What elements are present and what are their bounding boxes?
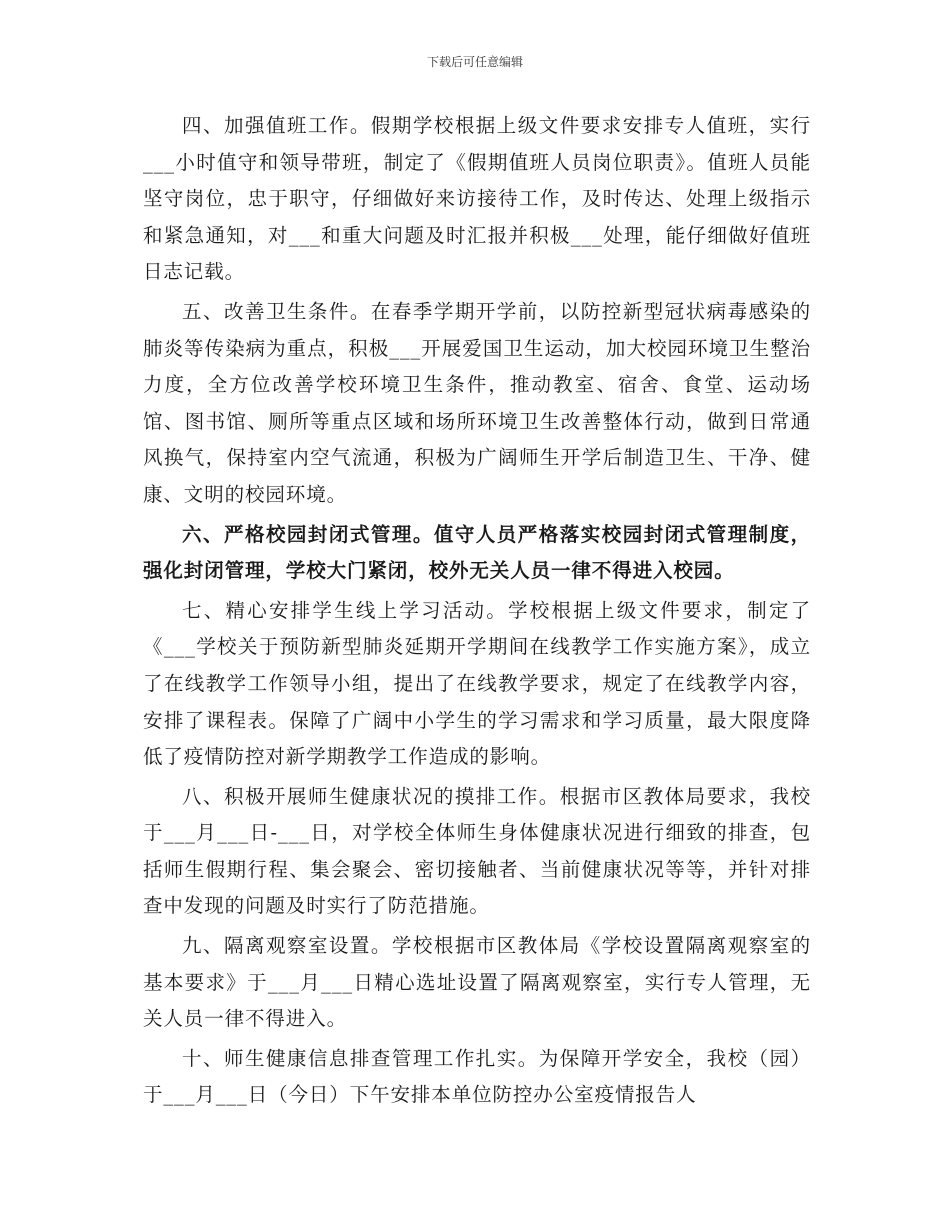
paragraph-closed-management: 六、严格校园封闭式管理。值守人员严格落实校园封闭式管理制度，强化封闭管理，学校大门紧闭，校外无关人员一律不得进入校园。 bbox=[143, 522, 811, 583]
paragraph-health-info: 十、师生健康信息排查管理工作扎实。为保障开学安全，我校（园）于___月___日（今日）下午安排本单位防控办公室疫情报告人 bbox=[143, 1046, 811, 1107]
paragraph-sanitation: 五、改善卫生条件。在春季学期开学前，以防控新型冠状病毒感染的肺炎等传染病为重点，积极___开展爱国卫生运动，加大校园环境卫生整治力度，全方位改善学校环境卫生条件，推动教室、宿舍、食堂、运动场馆、图书馆、厕所等重点区域和场所环境卫生改善整体行动，做到日常通风换气，保持室内空气流通，积极为广阔师生开学后制造卫生、干净、健康、文明的校园环境。 bbox=[143, 299, 811, 506]
document-body bbox=[143, 108, 811, 1117]
paragraph-duty-shift: 四、加强值班工作。假期学校根据上级文件要求安排专人值班，实行___小时值守和领导带班，制定了《假期值班人员岗位职责》。值班人员能坚守岗位，忠于职守，仔细做好来访接待工作，及时传达、处理上级指示和紧急通知，对___和重大问题及时汇报并积极___处理，能仔细做好值班日志记载。 bbox=[143, 114, 811, 284]
paragraph-online-learning: 七、精心安排学生线上学习活动。学校根据上级文件要求，制定了《___学校关于预防新型肺炎延期开学期间在线教学工作实施方案》，成立了在线教学工作领导小组，提出了在线教学要求，规定了在线教学内容，安排了课程表。保障了广阔中小学生的学习需求和学习质量，最大限度降低了疫情防控对新学期教学工作造成的影响。 bbox=[143, 598, 811, 769]
page-header: 下载后可任意编辑 bbox=[426, 55, 523, 69]
paragraph-health-survey: 八、积极开展师生健康状况的摸排工作。根据市区教体局要求，我校于___月___日-___日，对学校全体师生身体健康状况进行细致的排查，包括师生假期行程、集会聚会、密切接触者、当前健康状况等等，并针对排查中发现的问题及时实行了防范措施。 bbox=[143, 784, 811, 918]
paragraph-isolation-room: 九、隔离观察室设置。学校根据市区教体局《学校设置隔离观察室的基本要求》于___月___日精心选址设置了隔离观察室，实行专人管理，无关人员一律不得进入。 bbox=[143, 934, 811, 1031]
